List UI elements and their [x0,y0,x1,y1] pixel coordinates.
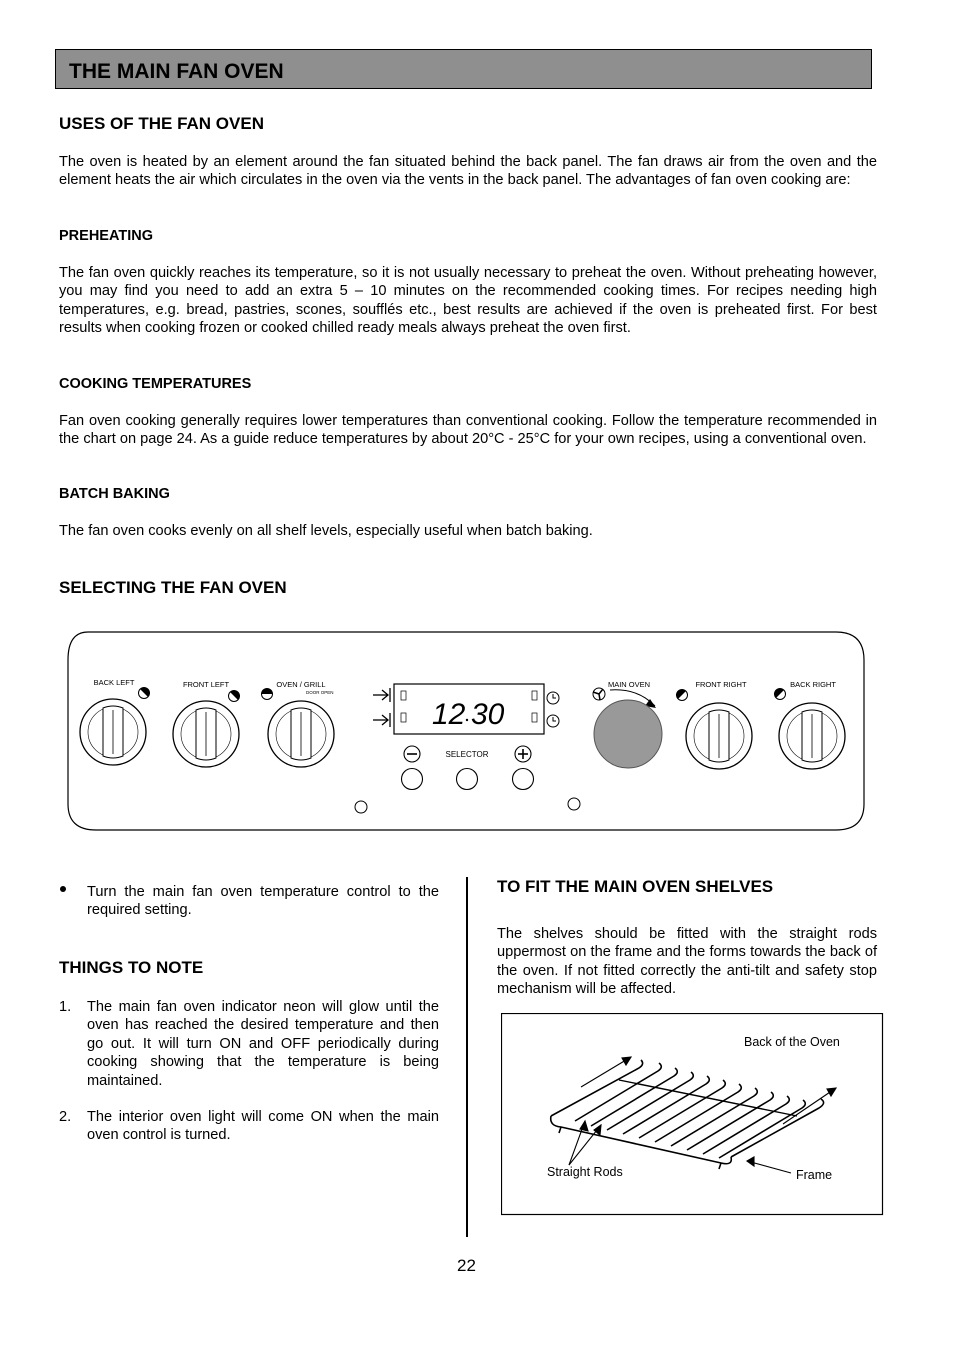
list-item-number: 1. [59,999,72,1015]
clock-minutes: 30 [471,698,505,731]
fan-icon [593,688,605,700]
clock-hours: 12 [432,698,466,731]
selecting-heading: SELECTING THE FAN OVEN [59,578,287,597]
uses-intro: The oven is heated by an element around the fan situated behind the back panel. The fan draws air from the oven and the element heats the air which circulates in the oven via the vents in the back panel. The advantages of fan oven cooking are: [59,154,877,189]
preheating-heading: PREHEATING [59,228,153,244]
control-panel-diagram [60,628,870,836]
selector-label: SELECTOR [445,750,489,759]
knob-label-back-left: BACK LEFT [93,678,135,687]
knob-label-front-left: FRONT LEFT [182,680,230,689]
shelf-diagram [501,1013,884,1216]
list-item-text: The interior oven light will come ON when the main oven control is turned. [87,1109,439,1144]
column-divider [466,877,468,1237]
straight-rods-label: Straight Rods [547,1165,623,1179]
indicator-neon-right [568,798,580,810]
batch-text: The fan oven cooks evenly on all shelf levels, especially useful when batch baking. [59,523,593,539]
back-left-knob[interactable] [80,699,146,765]
shelves-heading: TO FIT THE MAIN OVEN SHELVES [497,877,774,896]
shelves-text: The shelves should be fitted with the straight rods uppermost on the frame and the forms towards the back of the oven. If not fitted correctly the anti-tilt and safety stop mechanism will be affected. [497,926,877,998]
frame-label: Frame [796,1168,833,1182]
knob-label-main-oven: MAIN OVEN [607,680,651,689]
page-title-bar [55,49,872,89]
notes-list [59,998,439,1145]
minus-button[interactable] [402,769,423,790]
knob-label-back-right: BACK RIGHT [790,680,836,689]
bullet-icon [59,885,67,893]
front-left-knob[interactable] [173,701,239,767]
list-item [59,1108,439,1145]
batch-heading: BATCH BAKING [59,486,170,502]
plus-button[interactable] [513,769,534,790]
uses-heading: USES OF THE FAN OVEN [59,114,264,133]
temps-text: Fan oven cooking generally requires lower temperatures than conventional cooking. Follow the temperature recommended in the chart on page 24. As a guide reduce temperatures by about 20°C - 25°C for your own recipes, using a conventional oven. [59,413,877,448]
plus-icon [515,746,531,762]
clock-display [394,684,544,734]
list-item-number: 2. [59,1109,72,1126]
list-item [59,998,439,1090]
minus-icon [404,746,420,762]
page-title: THE MAIN FAN OVEN [69,60,284,83]
back-of-oven-label: Back of the Oven [744,1035,840,1049]
front-right-knob[interactable] [686,703,752,769]
door-open-label: DOOR OPEN [306,690,334,695]
main-oven-knob[interactable] [594,700,662,768]
indicator-neon-left [355,801,367,813]
temps-heading: COOKING TEMPERATURES [59,376,252,392]
list-item-text: The main fan oven indicator neon will glow until the oven has reached the desired temperature and then go out. It will turn ON and OFF periodically during cooking showing that the temperature is being maintained. [87,999,439,1089]
oven-grill-knob[interactable] [268,701,334,767]
select-instruction: Turn the main fan oven temperature control to the required setting. [87,884,439,919]
selector-button[interactable] [457,769,478,790]
knob-label-front-right: FRONT RIGHT [695,680,747,689]
knob-label-oven-grill: OVEN / GRILL [276,680,326,689]
notes-heading: THINGS TO NOTE [59,958,204,977]
page-number: 22 [457,1256,476,1275]
preheating-text: The fan oven quickly reaches its temperature, so it is not usually necessary to preheat the oven. Without preheating however, you may find you need to add an extra 5 – 10 minutes on the recommended cooking times. For recipes needing high temperatures, e.g. bread, pastries, scones, soufflés etc., best results are achieved if the oven is preheated first. For best results when cooking frozen or cooked chilled ready meals always preheat the oven first. [59,265,877,337]
back-right-knob[interactable] [779,703,845,769]
